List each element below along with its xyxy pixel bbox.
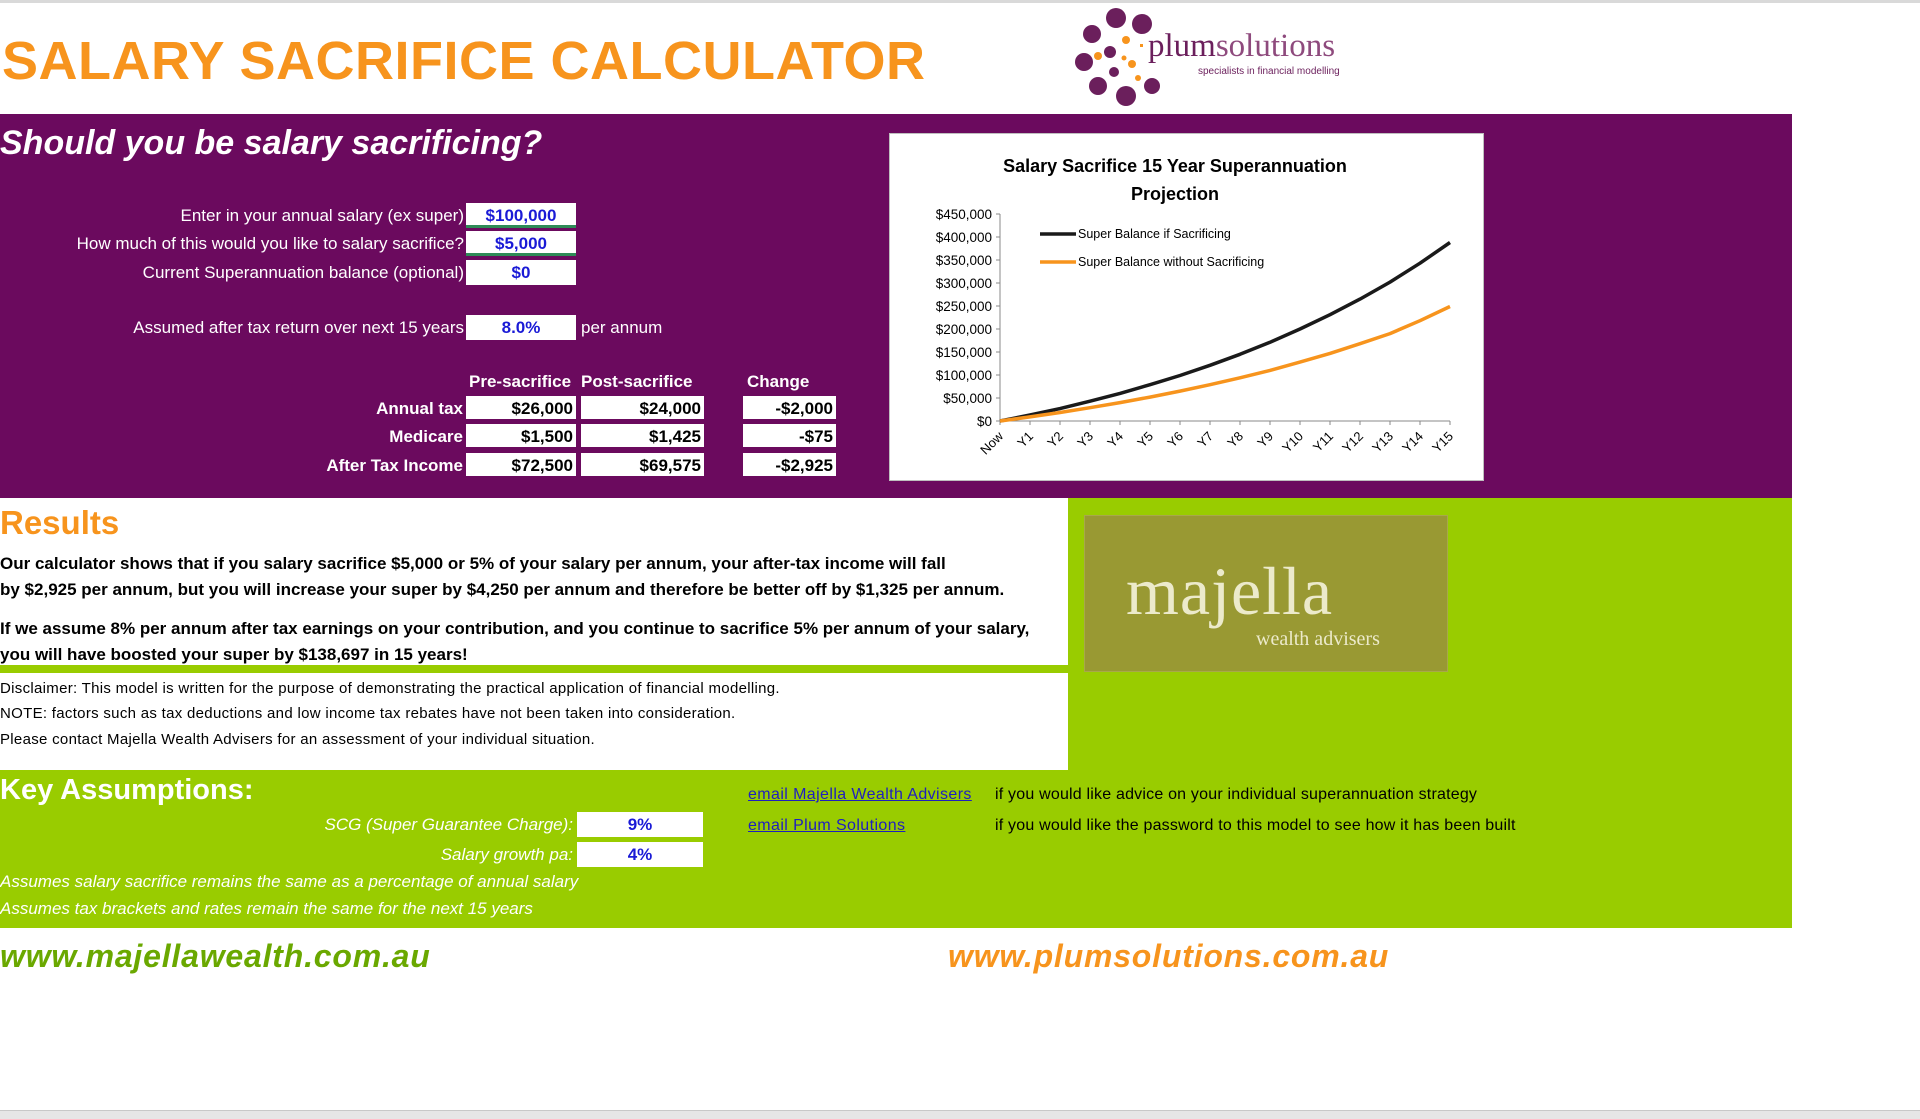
logo-word-solutions: solutions	[1215, 28, 1336, 64]
email-plum-text: if you would like the password to this model to see how it has been built	[995, 817, 1516, 834]
chart-x-tick-label: Y14	[1399, 428, 1427, 456]
email-plum-link[interactable]: email Plum Solutions	[748, 817, 906, 834]
results-line-4: you will have boosted your super by $138,697 in 15 years!	[0, 645, 468, 664]
chart-y-tick-label: $150,000	[935, 345, 992, 360]
cell-annual-tax-change: -$2,000	[743, 396, 836, 421]
sacrifice-label: How much of this would you like to salary sacrifice?	[76, 234, 464, 253]
projection-chart	[889, 133, 1484, 481]
col-header-pre: Pre-sacrifice	[469, 372, 572, 391]
chart-x-tick-label: Y5	[1134, 428, 1157, 451]
assumption-note-2: Assumes tax brackets and rates remain the same for the next 15 years	[0, 899, 533, 918]
cell-after-tax-change: -$2,925	[743, 453, 836, 478]
email-majella-link[interactable]: email Majella Wealth Advisers	[748, 786, 972, 803]
col-header-change: Change	[747, 372, 810, 391]
salary-input[interactable]: $100,000	[466, 203, 576, 228]
chart-x-tick-label: Y3	[1074, 428, 1097, 451]
chart-x-tick-label: Y6	[1164, 428, 1187, 451]
top-border	[0, 0, 1920, 3]
salary-label: Enter in your annual salary (ex super)	[180, 206, 464, 225]
sacrifice-input[interactable]: $5,000	[466, 231, 576, 256]
results-line-2: by $2,925 per annum, but you will increase your super by $4,250 per annum and therefore be better off by $1,325 per annum.	[0, 580, 1005, 599]
chart-x-tick-label: Y4	[1104, 428, 1127, 451]
cell-after-tax-pre: $72,500	[466, 453, 576, 478]
logo-word-plum: plum	[1148, 28, 1216, 64]
chart-series-line	[1000, 307, 1450, 422]
assumptions-heading: Key Assumptions:	[0, 774, 254, 806]
salary-growth-input[interactable]: 4%	[577, 842, 703, 867]
chart-svg	[890, 134, 1485, 482]
return-input[interactable]: 8.0%	[466, 315, 576, 340]
cell-annual-tax-pre: $26,000	[466, 396, 576, 421]
return-suffix: per annum	[581, 318, 663, 337]
logo-tagline: specialists in financial modelling	[1198, 66, 1340, 77]
results-heading: Results	[0, 504, 120, 541]
chart-x-tick-label: Now	[977, 428, 1007, 458]
chart-x-tick-label: Y7	[1194, 428, 1217, 451]
disclaimer-line-3: Please contact Majella Wealth Advisers for an assessment of your individual situation.	[0, 731, 595, 748]
results-line-1: Our calculator shows that if you salary sacrifice $5,000 or 5% of your salary per annum, your after-tax income will fall	[0, 554, 946, 573]
bottom-border	[0, 1110, 1920, 1119]
disclaimer-line-2: NOTE: factors such as tax deductions and low income tax rebates have not been taken into consideration.	[0, 705, 736, 722]
chart-x-tick-label: Y9	[1254, 428, 1277, 451]
chart-title-line-1: Salary Sacrifice 15 Year Superannuation	[1003, 156, 1347, 176]
chart-y-tick-label: $300,000	[935, 276, 992, 291]
row-label-annual-tax: Annual tax	[376, 399, 463, 418]
email-majella-text: if you would like advice on your individual superannuation strategy	[995, 786, 1478, 803]
chart-y-tick-label: $0	[976, 414, 992, 429]
chart-x-tick-label: Y2	[1044, 428, 1067, 451]
chart-y-tick-label: $100,000	[935, 368, 992, 383]
chart-y-tick-label: $250,000	[935, 299, 992, 314]
chart-y-tick-label: $200,000	[935, 322, 992, 337]
chart-title-line-2: Projection	[1130, 184, 1220, 204]
col-header-post: Post-sacrifice	[581, 372, 693, 391]
row-label-after-tax-income: After Tax Income	[326, 456, 463, 475]
cell-medicare-post: $1,425	[581, 424, 704, 449]
chart-y-tick-label: $450,000	[935, 207, 992, 222]
chart-y-tick-label: $50,000	[943, 391, 992, 406]
chart-legend-label: Super Balance without Sacrificing	[1078, 255, 1265, 269]
chart-series-line	[1000, 243, 1450, 422]
results-line-3: If we assume 8% per annum after tax earnings on your contribution, and you continue to sacrifice 5% per annum of your salary,	[0, 619, 1030, 638]
majella-logo-tagline: wealth advisers	[1256, 628, 1380, 650]
cell-medicare-change: -$75	[743, 424, 836, 449]
cell-annual-tax-post: $24,000	[581, 396, 704, 421]
cell-after-tax-post: $69,575	[581, 453, 704, 478]
page-title: SALARY SACRIFICE CALCULATOR	[2, 31, 926, 91]
green-divider	[0, 665, 1068, 673]
chart-x-tick-label: Y10	[1279, 428, 1307, 456]
scg-label: SCG (Super Guarantee Charge):	[324, 815, 573, 834]
chart-x-tick-label: Y1	[1014, 428, 1037, 451]
majella-logo-name: majella	[1126, 553, 1334, 629]
disclaimer-line-1: Disclaimer: This model is written for the purpose of demonstrating the practical application of financial modelling.	[0, 680, 780, 697]
cell-medicare-pre: $1,500	[466, 424, 576, 449]
chart-x-tick-label: Y8	[1224, 428, 1247, 451]
plum-website-link[interactable]: www.plumsolutions.com.au	[948, 938, 1390, 974]
row-label-medicare: Medicare	[389, 427, 463, 446]
chart-x-tick-label: Y12	[1339, 428, 1367, 456]
scg-input[interactable]: 9%	[577, 812, 703, 837]
chart-x-tick-label: Y11	[1309, 428, 1337, 455]
return-label: Assumed after tax return over next 15 years	[133, 318, 464, 337]
chart-x-tick-label: Y15	[1429, 428, 1457, 456]
assumption-note-1: Assumes salary sacrifice remains the same as a percentage of annual salary	[0, 872, 579, 891]
salary-growth-label: Salary growth pa:	[440, 845, 573, 864]
majella-website-link[interactable]: www.majellawealth.com.au	[0, 938, 431, 974]
chart-y-tick-label: $400,000	[935, 230, 992, 245]
logo-wordmark	[1148, 28, 1335, 65]
balance-input[interactable]: $0	[466, 260, 576, 285]
balance-label: Current Superannuation balance (optional)	[142, 263, 464, 282]
chart-legend-label: Super Balance if Sacrificing	[1078, 227, 1231, 241]
chart-x-tick-label: Y13	[1369, 428, 1397, 456]
chart-y-tick-label: $350,000	[935, 253, 992, 268]
section-subtitle: Should you be salary sacrificing?	[0, 124, 543, 162]
